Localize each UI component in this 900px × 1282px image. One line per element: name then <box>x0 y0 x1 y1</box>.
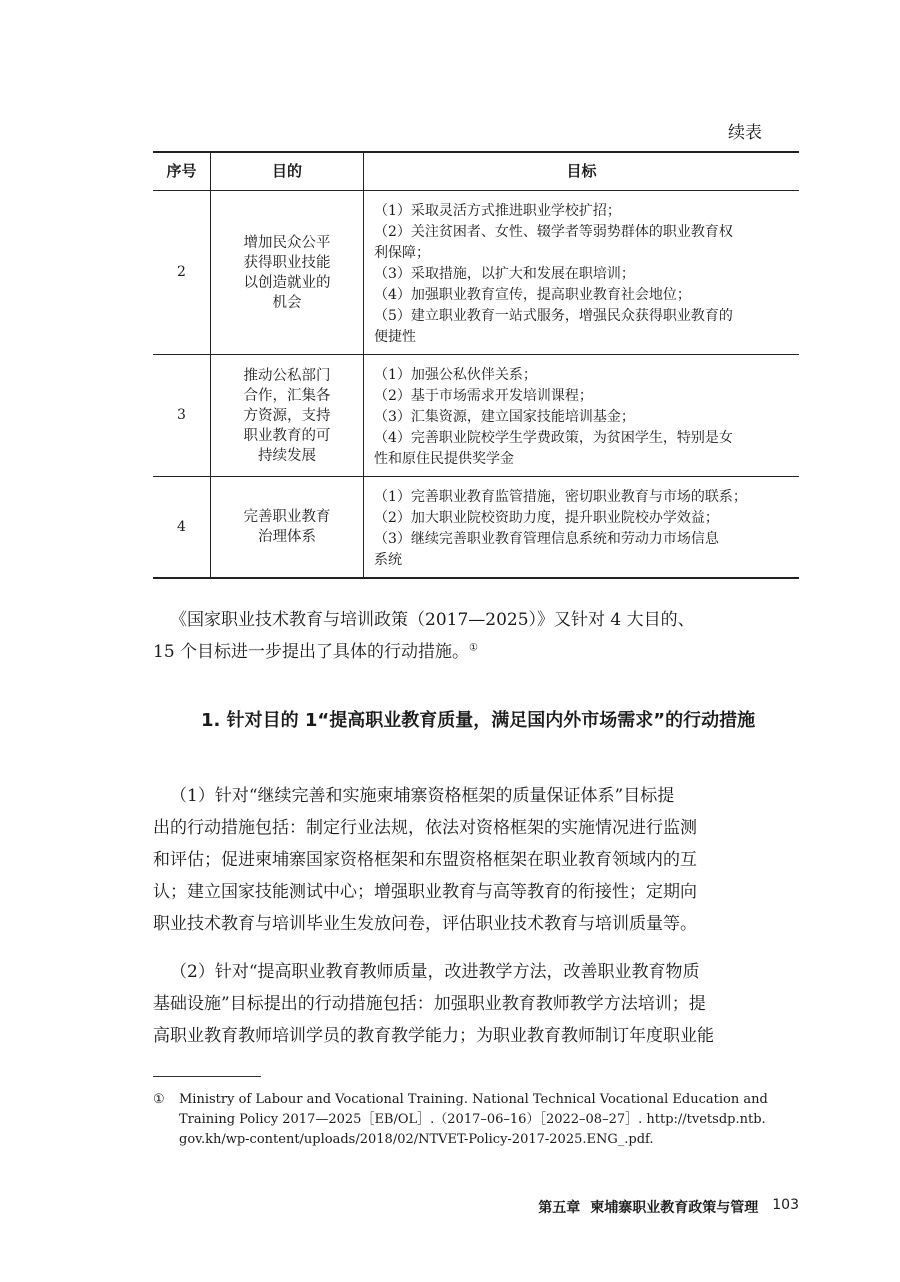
intro-line-2-text: 15 个目标进一步提出了具体的行动措施。 <box>153 642 470 662</box>
table-body <box>153 191 799 579</box>
paragraph-line: 基础设施”目标提出的行动措施包括：加强职业教育教师教学方法培训；提 <box>153 994 706 1014</box>
paragraph-line: 和评估；促进柬埔寨国家资格框架和东盟资格框架在职业教育领域内的互 <box>153 850 697 870</box>
goal-line: 便捷性 <box>374 329 416 345</box>
table-row <box>153 191 799 355</box>
footnote-line: Training Policy 2017—2025［EB/OL］.（2017–06–16）［2022–08–27］. http://tvetsdp.ntb. <box>179 1112 766 1127</box>
paragraph-line: （2）针对“提高职业教育教师质量，改进教学方法，改善职业教育物质 <box>170 962 700 982</box>
purpose-line: 增加民众公平 <box>243 234 331 251</box>
purpose-line: 推动公私部门 <box>243 367 331 384</box>
intro-line-1: 《国家职业技术教育与培训政策（2017—2025）》又针对 4 大目的、 <box>170 610 695 630</box>
footnote-text <box>179 1090 799 1150</box>
paragraph-line: 认；建立国家技能测试中心；增强职业教育与高等教育的衔接性；定期向 <box>153 882 697 902</box>
goal-line: （1）加强公私伙伴关系； <box>374 367 537 383</box>
table-row <box>153 355 799 477</box>
header-num: 序号 <box>153 152 211 191</box>
paragraph-line: 出的行动措施包括：制定行业法规，依法对资格框架的实施情况进行监测 <box>153 818 697 838</box>
goal-line: （3）采取措施，以扩大和发展在职培训； <box>374 266 635 282</box>
goals-table <box>153 151 799 579</box>
row-goals <box>364 355 800 477</box>
section-heading: 1. 针对目的 1“提高职业教育质量，满足国内外市场需求”的行动措施 <box>201 710 756 731</box>
goal-line: 性和原住民提供奖学金 <box>374 451 514 467</box>
goal-line: （1）采取灵活方式推进职业学校扩招； <box>374 203 621 219</box>
row-purpose <box>211 477 364 579</box>
table-row <box>153 477 799 579</box>
goal-line: 系统 <box>374 552 402 568</box>
row-purpose <box>211 355 364 477</box>
purpose-line: 合作，汇集各 <box>243 387 331 404</box>
footnote-line: Ministry of Labour and Vocational Training. National Technical Vocational Education and <box>179 1092 768 1107</box>
measure-paragraph-1 <box>153 780 799 940</box>
purpose-line: 职业教育的可 <box>243 427 331 444</box>
row-number: 2 <box>153 191 211 355</box>
header-goals: 目标 <box>364 152 800 191</box>
purpose-line: 以创造就业的 <box>243 274 331 291</box>
intro-paragraph <box>153 604 799 668</box>
goal-line: （5）建立职业教育一站式服务，增强民众获得职业教育的 <box>374 308 733 324</box>
goal-line: 利保障； <box>374 245 430 261</box>
purpose-line: 获得职业技能 <box>243 254 331 271</box>
row-number: 3 <box>153 355 211 477</box>
paragraph-line: 职业技术教育与培训毕业生发放问卷，评估职业技术教育与培训质量等。 <box>153 914 697 934</box>
footnote-ref[interactable]: ① <box>469 642 479 654</box>
row-goals <box>364 191 800 355</box>
footnote-mark: ① <box>153 1092 165 1107</box>
footnote-divider <box>153 1076 261 1077</box>
footnote-line: gov.kh/wp-content/uploads/2018/02/NTVET-Policy-2017-2025.ENG_.pdf. <box>179 1132 654 1147</box>
goal-line: （1）完善职业教育监管措施，密切职业教育与市场的联系； <box>374 489 747 505</box>
goal-line: （2）加大职业院校资助力度，提升职业院校办学效益； <box>374 510 719 526</box>
goal-line: （2）关注贫困者、女性、辍学者等弱势群体的职业教育权 <box>374 224 733 240</box>
measure-paragraph-2 <box>153 956 799 1052</box>
purpose-line: 治理体系 <box>258 529 316 545</box>
row-purpose <box>211 191 364 355</box>
goal-line: （3）汇集资源，建立国家技能培训基金； <box>374 409 635 425</box>
goal-line: （2）基于市场需求开发培训课程； <box>374 388 593 404</box>
purpose-line: 机会 <box>272 294 302 311</box>
purpose-line: 持续发展 <box>258 447 316 464</box>
goal-line: （4）加强职业教育宣传，提高职业教育社会地位； <box>374 287 691 303</box>
row-goals <box>364 477 800 579</box>
paragraph-line: 高职业教育教师培训学员的教育教学能力；为职业教育教师制订年度职业能 <box>153 1026 714 1046</box>
goal-line: （3）继续完善职业教育管理信息系统和劳动力市场信息 <box>374 531 719 547</box>
intro-line-2 <box>153 636 799 668</box>
header-purpose: 目的 <box>211 152 364 191</box>
purpose-line: 完善职业教育 <box>243 509 331 525</box>
footnote <box>153 1090 799 1150</box>
footer-chapter: 第五章 <box>538 1200 581 1216</box>
page-number: 103 <box>772 1197 799 1213</box>
page-footer <box>538 1197 799 1217</box>
paragraph-line: （1）针对“继续完善和实施柬埔寨资格框架的质量保证体系”目标提 <box>170 786 675 806</box>
row-number: 4 <box>153 477 211 579</box>
goal-line: （4）完善职业院校学生学费政策，为贫困学生，特别是女 <box>374 430 733 446</box>
footer-title: 柬埔寨职业教育政策与管理 <box>590 1200 759 1216</box>
table-header-row <box>153 152 799 191</box>
purpose-line: 方资源，支持 <box>243 407 331 424</box>
continued-table-label: 续表 <box>728 123 762 143</box>
